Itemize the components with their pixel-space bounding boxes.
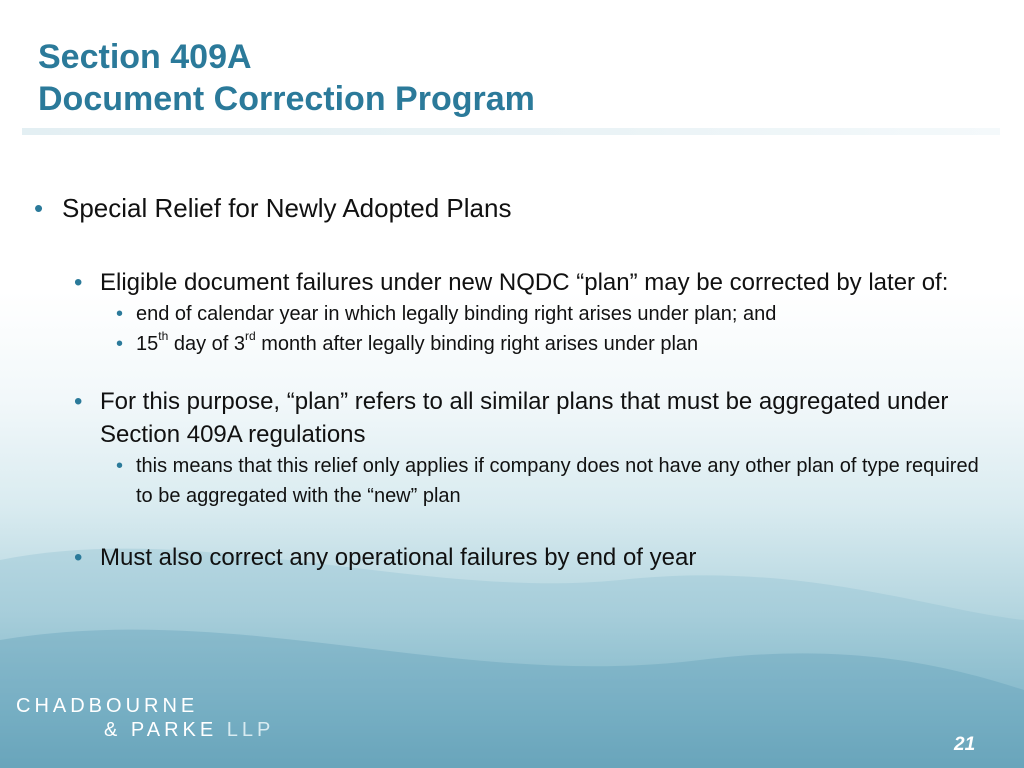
bullet-icon: • bbox=[116, 333, 124, 355]
logo-name: & PARKE bbox=[104, 719, 218, 741]
bullet-main bbox=[34, 188, 994, 228]
bullet-icon: • bbox=[34, 193, 44, 223]
ordinal-text-tail: month after legally binding right arises under plan bbox=[255, 333, 699, 355]
ordinal-text: day of 3 bbox=[168, 333, 245, 355]
bullet-item1-text: Eligible document failures under new NQDC “plan” may be corrected by later of: bbox=[100, 269, 949, 296]
slide-content bbox=[34, 188, 994, 574]
logo-suffix: LLP bbox=[217, 719, 275, 741]
bullet-item1-sub2 bbox=[116, 329, 986, 359]
title-divider bbox=[22, 128, 1000, 135]
logo-line2 bbox=[16, 718, 274, 742]
bullet-item3-text: Must also correct any operational failures by end of year bbox=[100, 544, 697, 571]
firm-logo bbox=[16, 694, 274, 742]
bullet-item2 bbox=[68, 385, 980, 451]
ordinal-suffix: th bbox=[158, 329, 169, 344]
bullet-item1-sub2-text bbox=[136, 329, 699, 355]
bullet-item2-sub1 bbox=[116, 451, 986, 511]
slide-title bbox=[38, 36, 535, 120]
bullet-item2-sub1-text: this means that this relief only applies if company does not have any other plan of type required to be aggregated with the “new” plan bbox=[136, 455, 979, 507]
bullet-item1-sub1 bbox=[116, 299, 986, 329]
bullet-icon: • bbox=[74, 544, 83, 571]
bullet-item3 bbox=[68, 541, 980, 574]
bullet-icon: • bbox=[74, 269, 83, 296]
bullet-main-text: Special Relief for Newly Adopted Plans bbox=[62, 193, 512, 223]
bullet-item2-text: For this purpose, “plan” refers to all similar plans that must be aggregated under Section 409A regulations bbox=[100, 388, 949, 448]
bullet-item1 bbox=[68, 266, 980, 299]
logo-line1: CHADBOURNE bbox=[16, 695, 199, 717]
bullet-item1-sub1-text: end of calendar year in which legally binding right arises under plan; and bbox=[136, 303, 777, 325]
page-number: 21 bbox=[954, 734, 976, 755]
slide-title-line1: Section 409A bbox=[38, 38, 252, 76]
ordinal-number: 15 bbox=[136, 333, 159, 355]
bullet-icon: • bbox=[74, 388, 83, 415]
slide-title-line2: Document Correction Program bbox=[38, 80, 535, 118]
bullet-icon: • bbox=[116, 303, 124, 325]
bullet-icon: • bbox=[116, 455, 124, 477]
ordinal-suffix: rd bbox=[244, 329, 256, 344]
